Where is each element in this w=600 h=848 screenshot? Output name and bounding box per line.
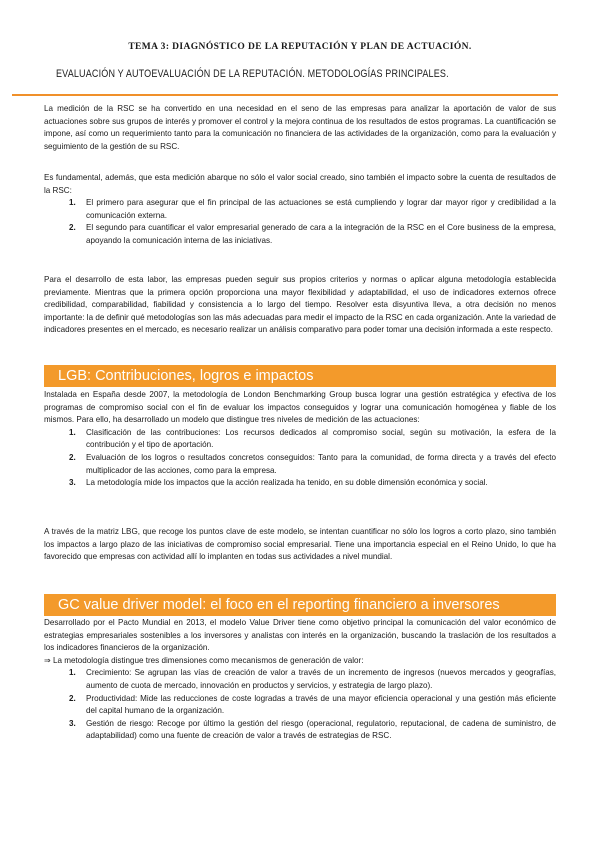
lgb-list <box>44 427 556 490</box>
document-page <box>44 0 556 848</box>
gc-paragraph-1: Desarrollado por el Pacto Mundial en 2013, el modelo Value Driver tiene como objetivo principal la comunicación del valor económico de estrategias empresariales sostenibles a los inversores y analistas con interés en la organización, buscando la traslación de los resultados a los indicadores financieros de la organización. <box>44 618 556 653</box>
page-title: TEMA 3: DIAGNÓSTICO DE LA REPUTACIÓN Y PLAN DE ACTUACIÓN. <box>128 42 472 52</box>
list-item: 2. Productividad: Mide las reducciones de coste logradas a través de una mayor eficiencia operacional y una gestión más eficiente del capital humano de la organización. <box>78 693 556 718</box>
list-item: 3. Gestión de riesgo: Recoge por último la gestión del riesgo (operacional, regulatorio, reputacional, de cadena de suministro, de adaptabilidad) como una fuente de creación de valor a través de estrategias de RSC. <box>78 718 556 743</box>
gc-arrow-line: ⇒ La metodología distingue tres dimensiones como mecanismos de generación de valor: <box>44 655 364 665</box>
gc-heading-band <box>44 594 556 616</box>
lgb-heading-band <box>44 365 556 387</box>
list-item: 2. El segundo para cuantificar el valor empresarial generado de cara a la integración de la RSC en el Core business de la empresa, apoyando la comunicación interna de las iniciativas. <box>78 222 556 247</box>
gc-list <box>44 667 556 743</box>
lgb-paragraph-2: A través de la matriz LBG, que recoge los puntos clave de este modelo, se intentan cuantificar no sólo los logros a corto plazo, sino también los impactos a largo plazo de las iniciativas de compromiso social empresarial. Tiene una importancia especial en el Reino Unido, lo que ha favorecido que empresas con actividad allí lo implanten en todas sus actividades a nivel mundial. <box>44 527 556 562</box>
lgb-paragraph-1: Instalada en España desde 2007, la metodología de London Benchmarking Group busca lograr una gestión estratégica y efectiva de los programas de compromiso social con el fin de evaluar los impactos conseguidos y lograr una comunicación homogénea y fiable de los mismos. Para ello, ha desarrollado un modelo que distingue tres niveles de medición de las actuaciones: <box>44 390 556 425</box>
gc-heading: GC value driver model: el foco en el reporting financiero a inversores <box>58 597 500 613</box>
subtitle-underline <box>12 94 558 96</box>
lgb-heading: LGB: Contribuciones, logros e impactos <box>58 368 314 384</box>
intro-paragraph-1: La medición de la RSC se ha convertido en una necesidad en el seno de las empresas para analizar la aportación de valor de sus actuaciones sobre sus grupos de interés y promover el control y la mejora continua de los resultados de estos programas. La cuantificación se impone, así como un requerimiento tanto para la comunicación no financiera de las actividades de la organización, como para la evaluación y seguimiento de la gestión de su RSC. <box>44 104 556 151</box>
list-item: 1. Crecimiento: Se agrupan las vías de creación de valor a través de un incremento de ingresos (nuevos mercados y geografías, aumento de cuota de mercado, innovación en productos y servicios, y estrategia de largo plazo). <box>78 667 556 692</box>
list-item: 1. Clasificación de las contribuciones: Los recursos dedicados al compromiso social, según su motivación, la esfera de la contribución y el tipo de aportación. <box>78 427 556 452</box>
list-item: 3. La metodología mide los impactos que la acción realizada ha tenido, en su doble dimensión económica y social. <box>78 477 556 490</box>
list-item: 1. El primero para asegurar que el fin principal de las actuaciones se está cumpliendo y lograr dar mayor rigor y credibilidad a la comunicación externa. <box>78 197 556 222</box>
section-subtitle: EVALUACIÓN Y AUTOEVALUACIÓN DE LA REPUTACIÓN. METODOLOGÍAS PRINCIPALES. <box>56 68 449 80</box>
lgb-section <box>44 389 556 490</box>
gc-section <box>44 617 556 743</box>
intro-list <box>44 197 556 247</box>
list-item: 2. Evaluación de los logros o resultados concretos conseguidos: Tanto para la comunidad, de forma directa y a través del efecto multiplicador de las acciones, como para la empresa. <box>78 452 556 477</box>
intro-paragraph-3: Para el desarrollo de esta labor, las empresas pueden seguir sus propios criterios y normas o aplicar alguna metodología establecida previamente. Mientras que la primera opción proporciona una mayor flexibilidad y adaptabilidad, el uso de indicadores externos ofrece credibilidad, comparabilidad, fiabilidad y consistencia a lo largo del tiempo. Resolver esta disyuntiva lleva, a otra decisión no menos importante: la de definir qué metodologías son las más adecuadas para medir el impacto de la RSC en cada organización. Ante la variedad de indicadores presentes en el mercado, es necesario realizar un análisis comparativo para poder tomar una decisión informada a este respecto. <box>44 275 556 335</box>
intro-section <box>44 172 556 248</box>
intro-paragraph-2: Es fundamental, además, que esta medición abarque no sólo el valor social creado, sino también el impacto sobre la cuenta de resultados de la RSC: <box>44 173 556 195</box>
